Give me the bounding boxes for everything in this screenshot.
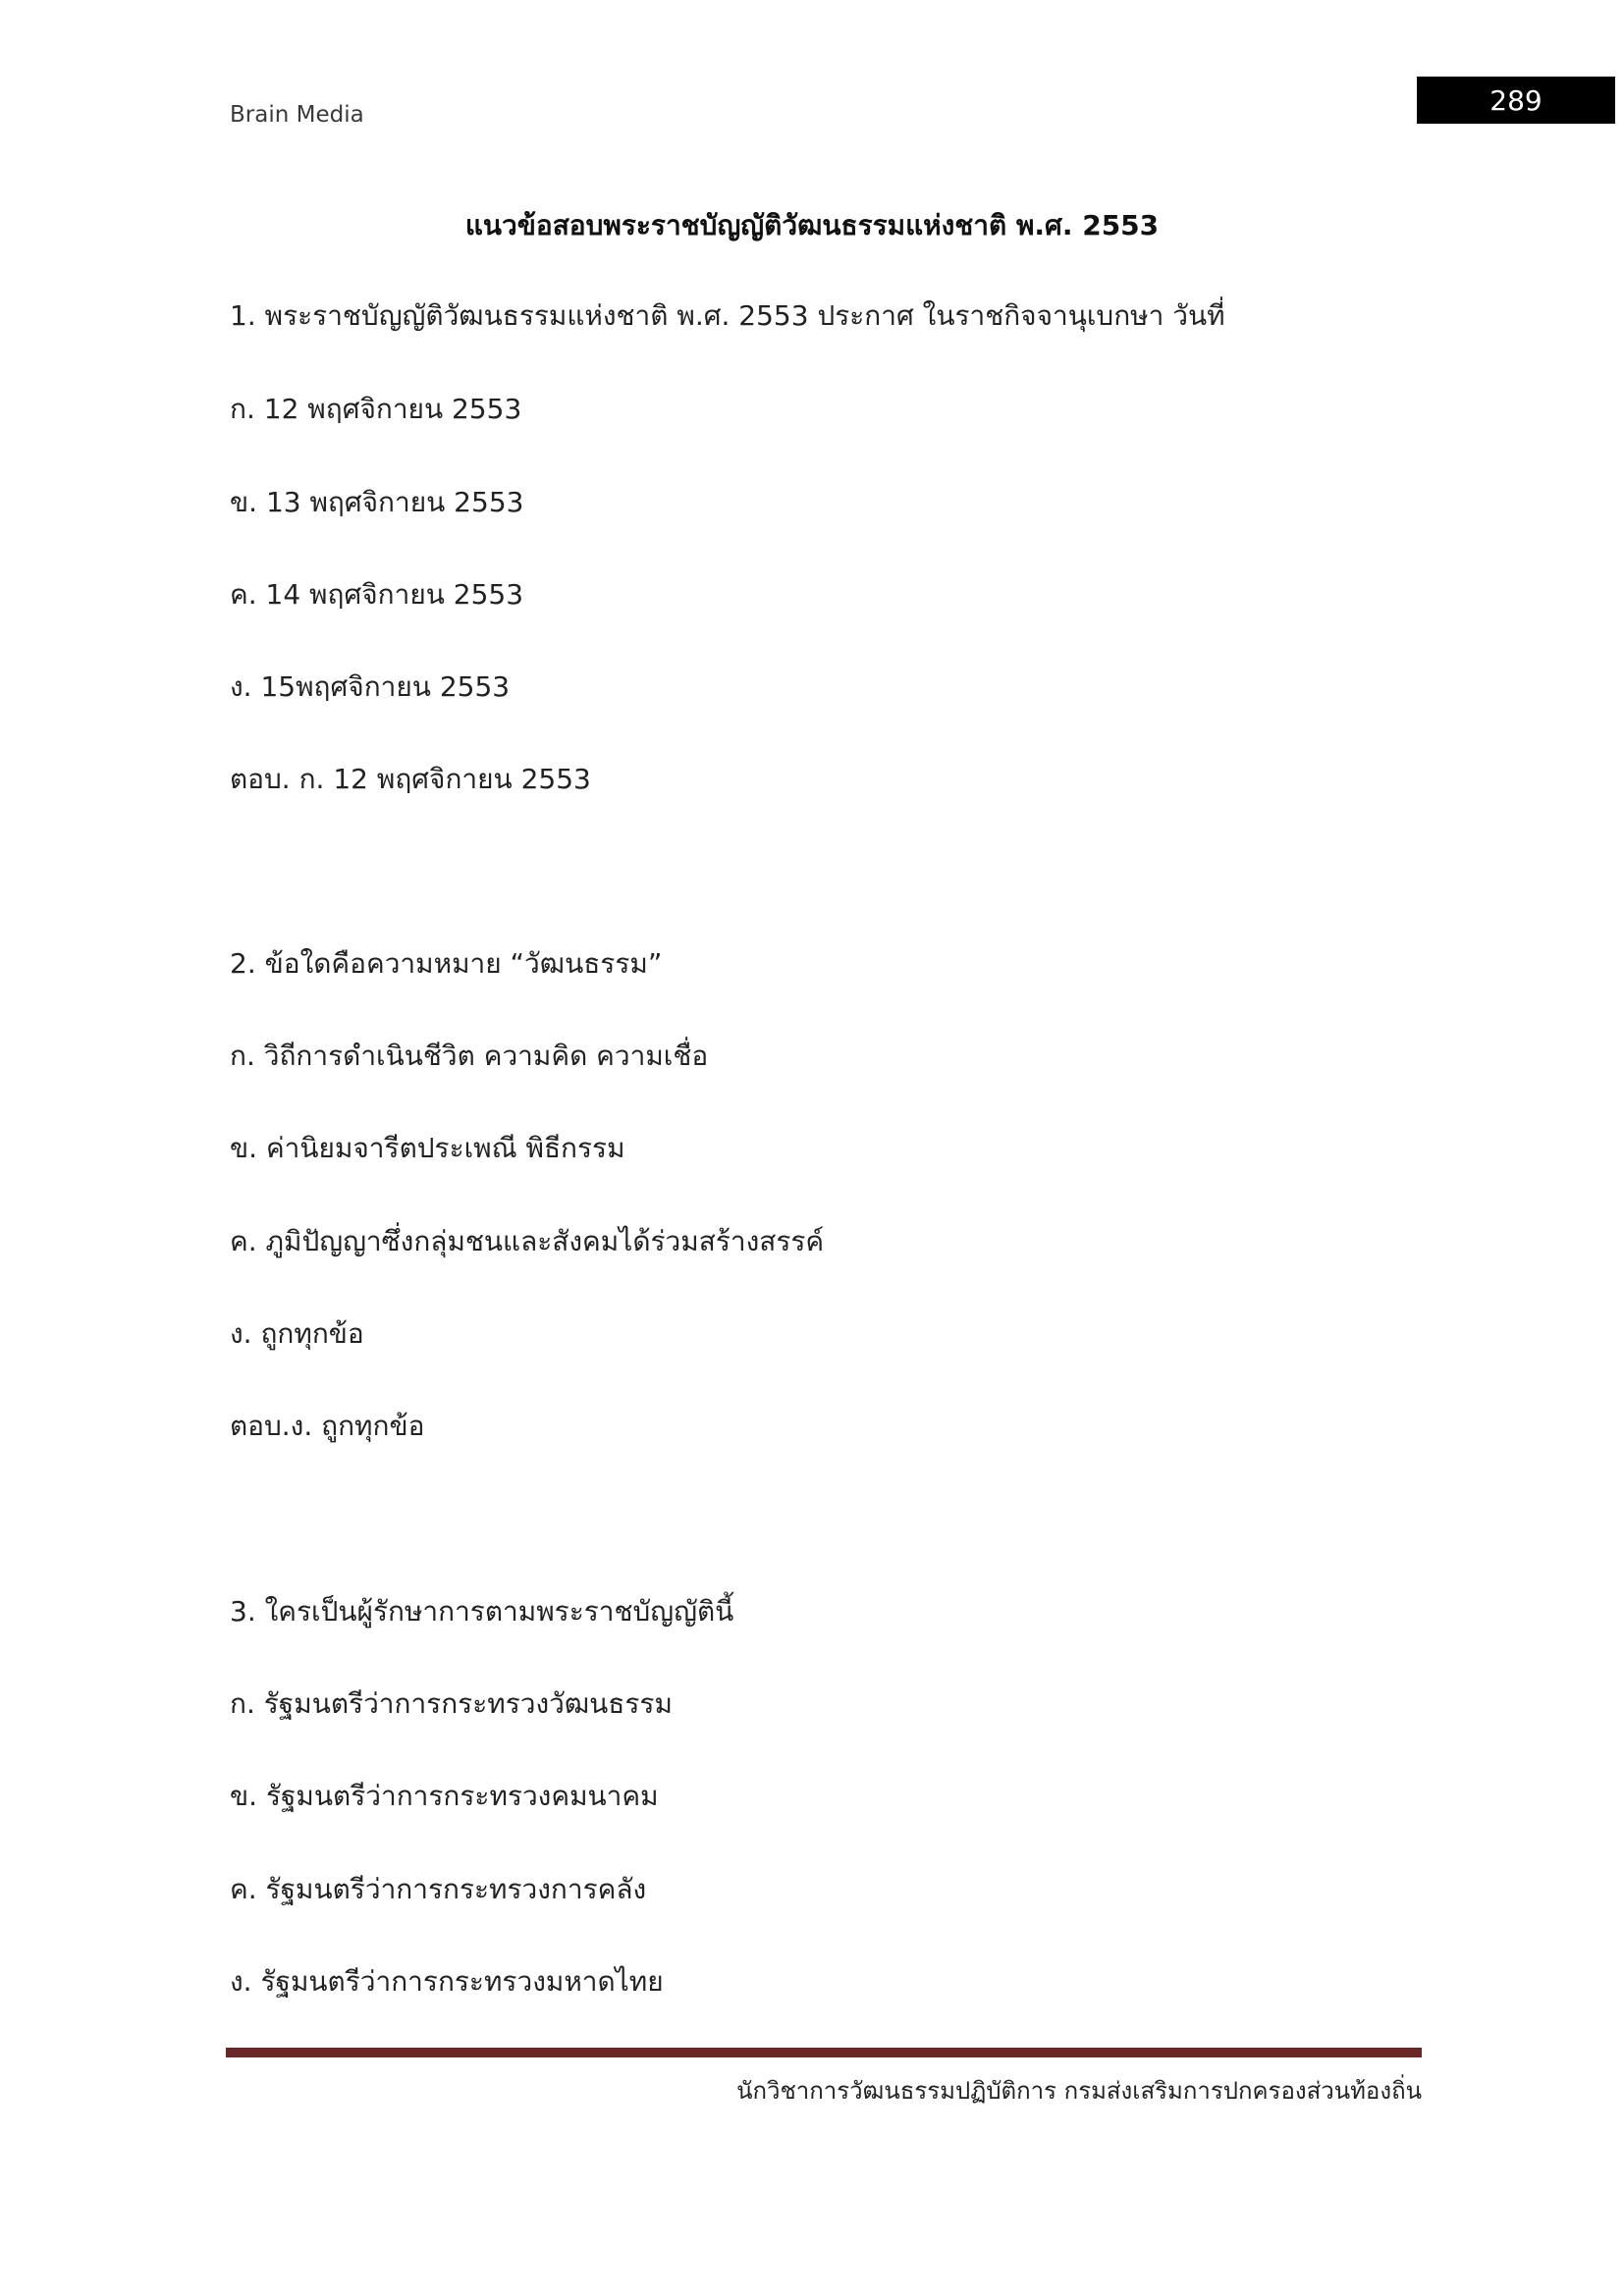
header-brand: Brain Media — [230, 102, 364, 128]
question-2-option-d: ง. ถูกทุกข้อ — [230, 1317, 364, 1350]
question-1-option-b: ข. 13 พฤศจิกายน 2553 — [230, 486, 524, 518]
page-number — [1417, 77, 1615, 124]
question-3-text: 3. ใครเป็นผู้รักษาการตามพระราชบัญญัตินี้ — [230, 1595, 734, 1628]
page-number-label: 289 — [1489, 83, 1543, 117]
question-2-option-b: ข. ค่านิยมจารีตประเพณี พิธีกรรม — [230, 1132, 625, 1164]
question-2-option-c: ค. ภูมิปัญญาซึ่งกลุ่มชนและสังคมได้ร่วมสร้างสรรค์ — [230, 1225, 825, 1257]
question-2-option-a: ก. วิถีการดำเนินชีวิต ความคิด ความเชื่อ — [230, 1040, 709, 1072]
footer-text: นักวิชาการวัฒนธรรมปฏิบัติการ กรมส่งเสริมการปกครองส่วนท้องถิ่น — [736, 2077, 1422, 2105]
question-1-option-d: ง. 15พฤศจิกายน 2553 — [230, 670, 511, 703]
question-3-option-a: ก. รัฐมนตรีว่าการกระทรวงวัฒนธรรม — [230, 1687, 673, 1720]
question-1-option-a: ก. 12 พฤศจิกายน 2553 — [230, 393, 522, 425]
question-2-answer: ตอบ.ง. ถูกทุกข้อ — [230, 1410, 425, 1442]
footer-divider — [226, 2048, 1422, 2057]
question-2-text: 2. ข้อใดคือความหมาย “วัฒนธรรม” — [230, 947, 663, 980]
question-1-answer: ตอบ. ก. 12 พฤศจิกายน 2553 — [230, 763, 591, 795]
question-3-option-b: ข. รัฐมนตรีว่าการกระทรวงคมนาคม — [230, 1780, 659, 1812]
question-1-text: 1. พระราชบัญญัติวัฒนธรรมแห่งชาติ พ.ศ. 2553 ประกาศ ในราชกิจจานุเบกษา วันที่ — [230, 299, 1225, 332]
question-3-option-d: ง. รัฐมนตรีว่าการกระทรวงมหาดไทย — [230, 1965, 664, 1998]
document-title: แนวข้อสอบพระราชบัญญัติวัฒนธรรมแห่งชาติ พ.ศ. 2553 — [464, 209, 1160, 241]
question-3-option-c: ค. รัฐมนตรีว่าการกระทรวงการคลัง — [230, 1873, 647, 1905]
question-1-option-c: ค. 14 พฤศจิกายน 2553 — [230, 578, 524, 611]
